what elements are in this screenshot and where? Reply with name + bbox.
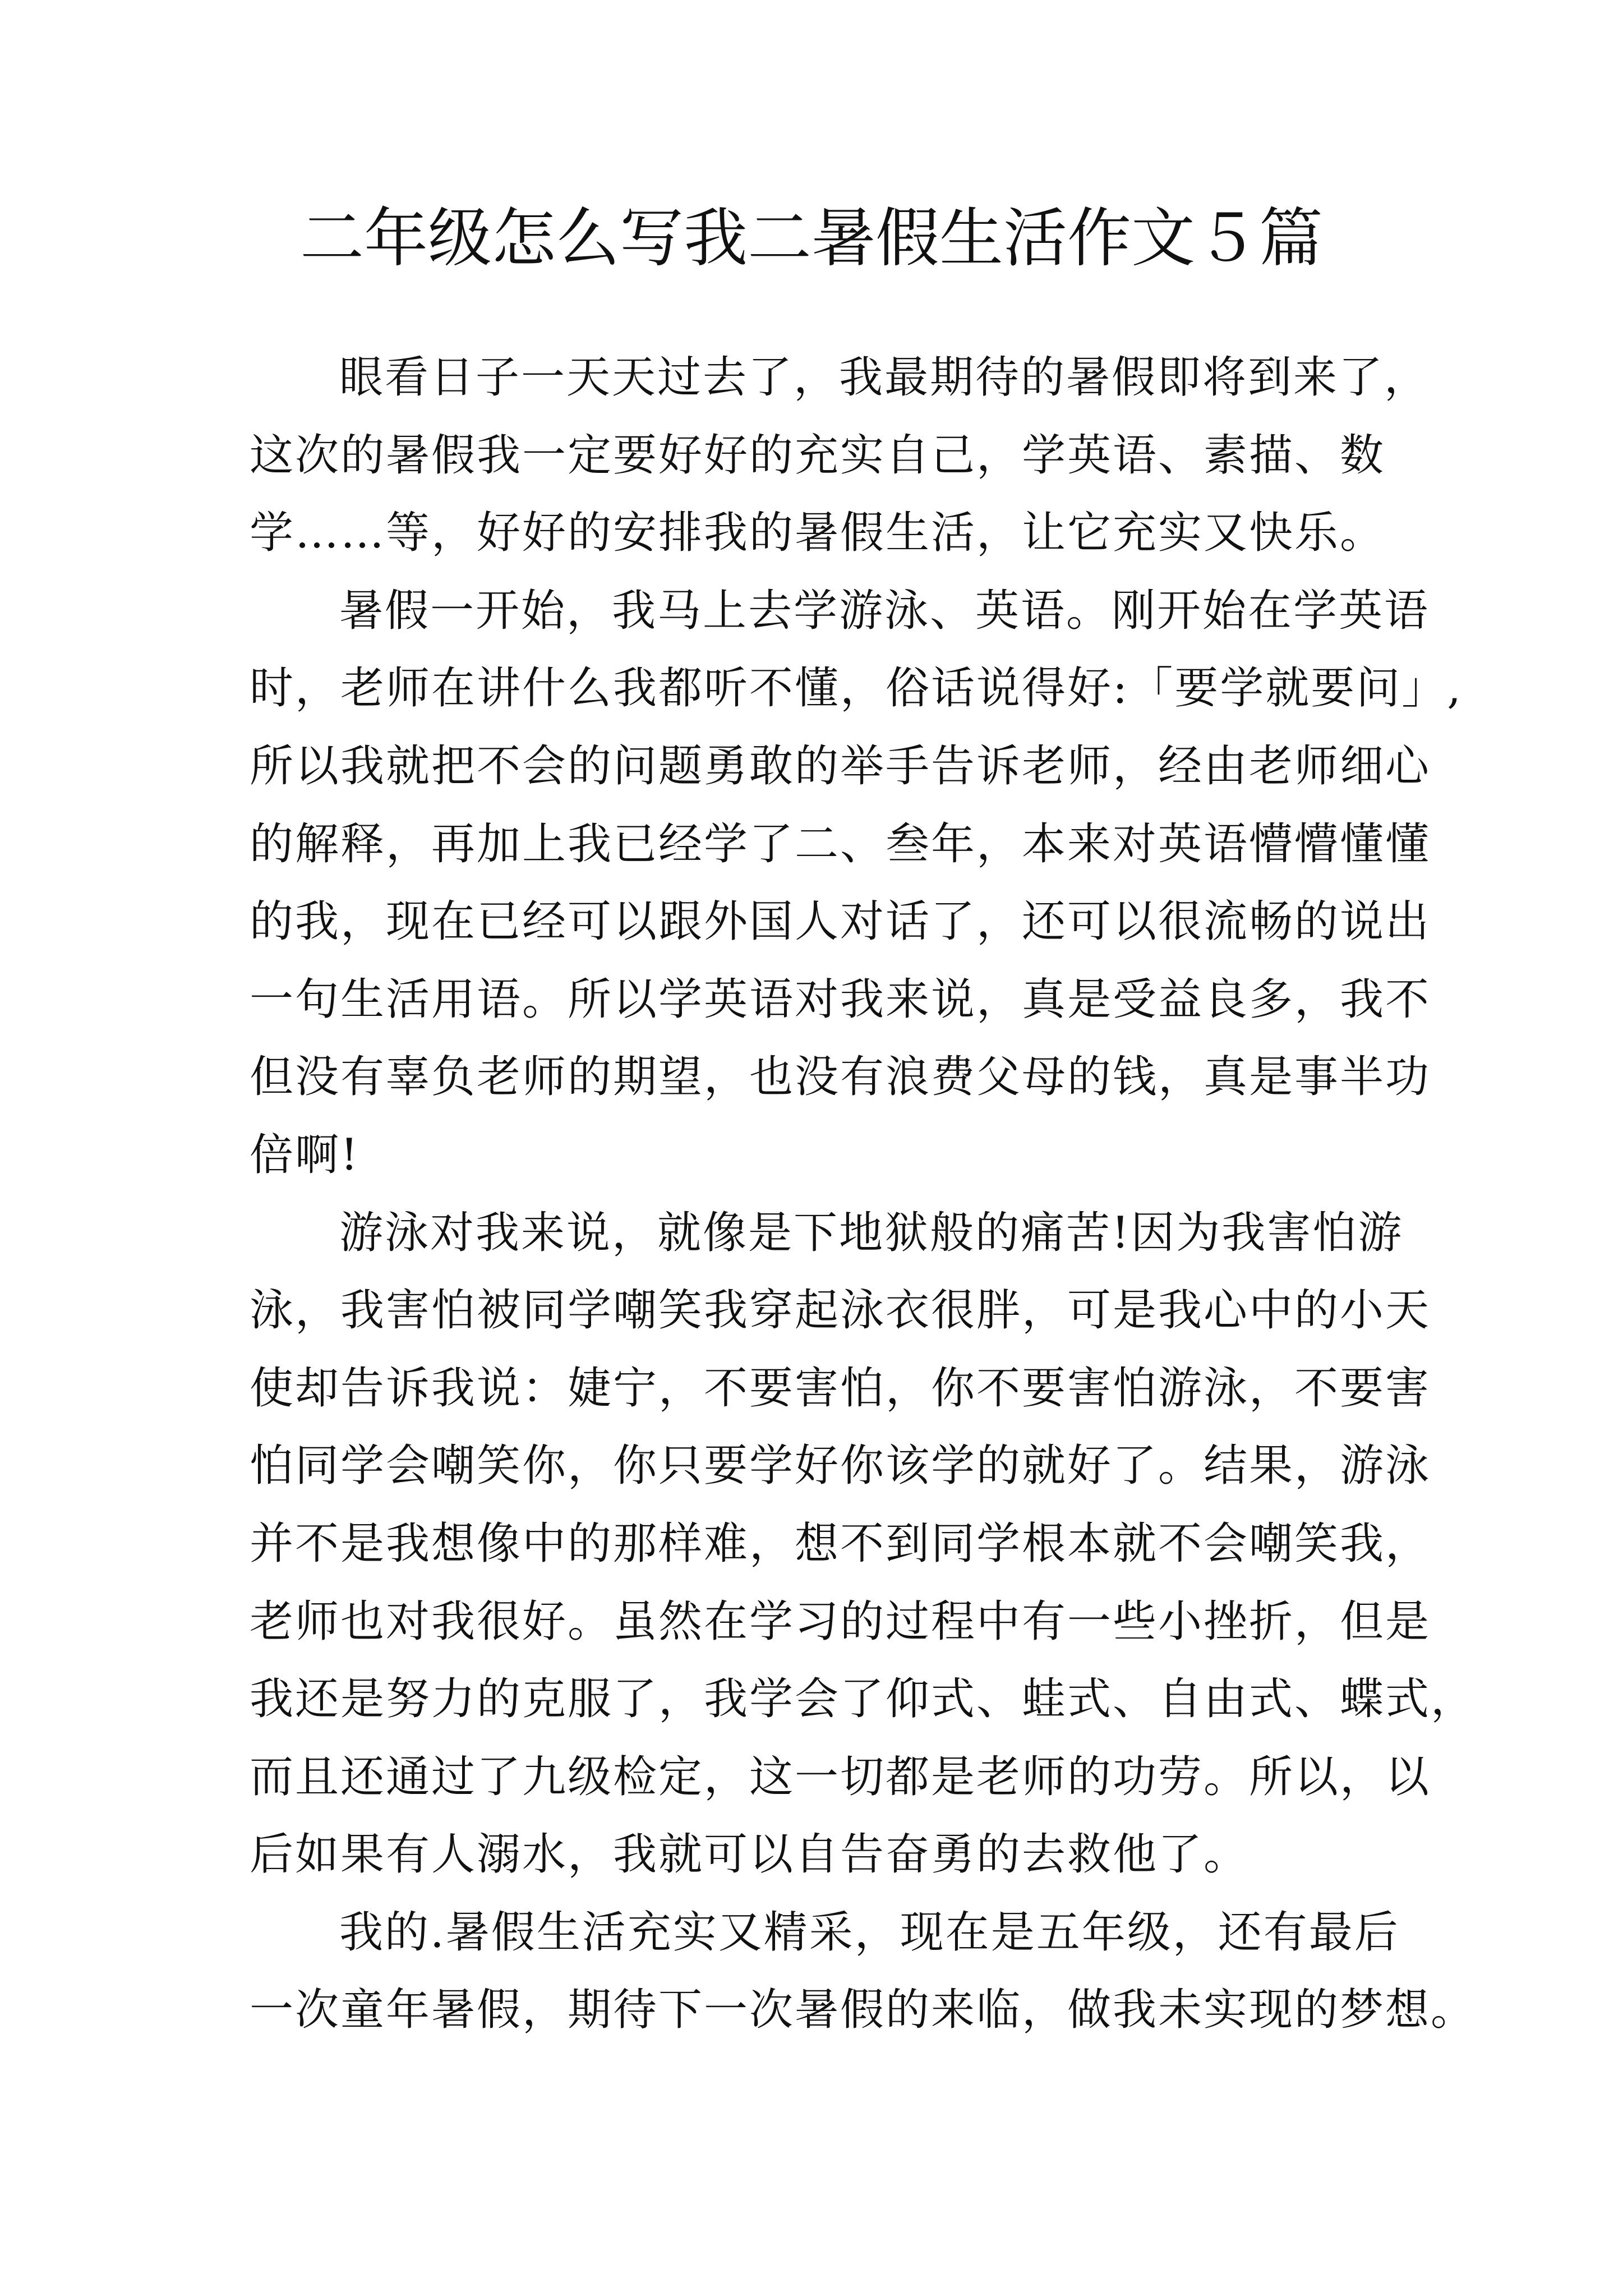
text-line: 这次的暑假我一定要好好的充实自己，学英语、素描、数 xyxy=(250,430,1386,481)
text-line: 的我，现在已经可以跟外国人对话了，还可以很流畅的说出 xyxy=(250,896,1431,947)
text-line: 而且还通过了九级检定，这一切都是老师的功劳。所以，以 xyxy=(250,1751,1431,1802)
text-line: 使却告诉我说：婕宁，不要害怕，你不要害怕游泳，不要害 xyxy=(250,1363,1431,1414)
text-line: 学……等，好好的安排我的暑假生活，让它充实又快乐。 xyxy=(250,508,1386,559)
text-line: 后如果有人溺水，我就可以自告奋勇的去救他了。 xyxy=(250,1829,1249,1880)
text-line: 所以我就把不会的问题勇敢的举手告诉老师，经由老师细心 xyxy=(250,740,1431,792)
text-line: 怕同学会嘲笑你，你只要学好你该学的就好了。结果，游泳 xyxy=(250,1441,1431,1492)
paragraph-first-line: 我的.暑假生活充实又精采，现在是五年级，还有最后 xyxy=(339,1907,1400,1958)
paragraph-first-line: 暑假一开始，我马上去学游泳、英语。刚开始在学英语 xyxy=(339,585,1430,636)
text-line: 一次童年暑假，期待下一次暑假的来临，做我未实现的梦想。 xyxy=(250,1985,1477,2036)
text-line: 时，老师在讲什么我都听不懂，俗话说得好:「要学就要问」, xyxy=(250,663,1463,714)
text-line: 的解释，再加上我已经学了二、叁年，本来对英语懵懵懂懂 xyxy=(250,818,1431,869)
text-line: 但没有辜负老师的期望，也没有浪费父母的钱，真是事半功 xyxy=(250,1052,1431,1103)
paragraph-first-line: 游泳对我来说，就像是下地狱般的痛苦!因为我害怕游 xyxy=(339,1207,1404,1258)
text-line: 我还是努力的克服了，我学会了仰式、蛙式、自由式、蝶式， xyxy=(250,1674,1477,1725)
text-line: 并不是我想像中的那样难，想不到同学根本就不会嘲笑我， xyxy=(250,1518,1431,1569)
paragraph-first-line: 眼看日子一天天过去了，我最期待的暑假即将到来了， xyxy=(339,352,1430,403)
text-line: 一句生活用语。所以学英语对我来说，真是受益良多，我不 xyxy=(250,974,1431,1025)
document-title: 二年级怎么写我二暑假生活作文５篇 xyxy=(299,201,1323,275)
text-line: 老师也对我很好。虽然在学习的过程中有一些小挫折，但是 xyxy=(250,1596,1431,1647)
text-line: 泳，我害怕被同学嘲笑我穿起泳衣很胖，可是我心中的小天 xyxy=(250,1285,1431,1336)
document-body xyxy=(250,339,1477,2049)
text-line: 倍啊! xyxy=(250,1129,360,1180)
